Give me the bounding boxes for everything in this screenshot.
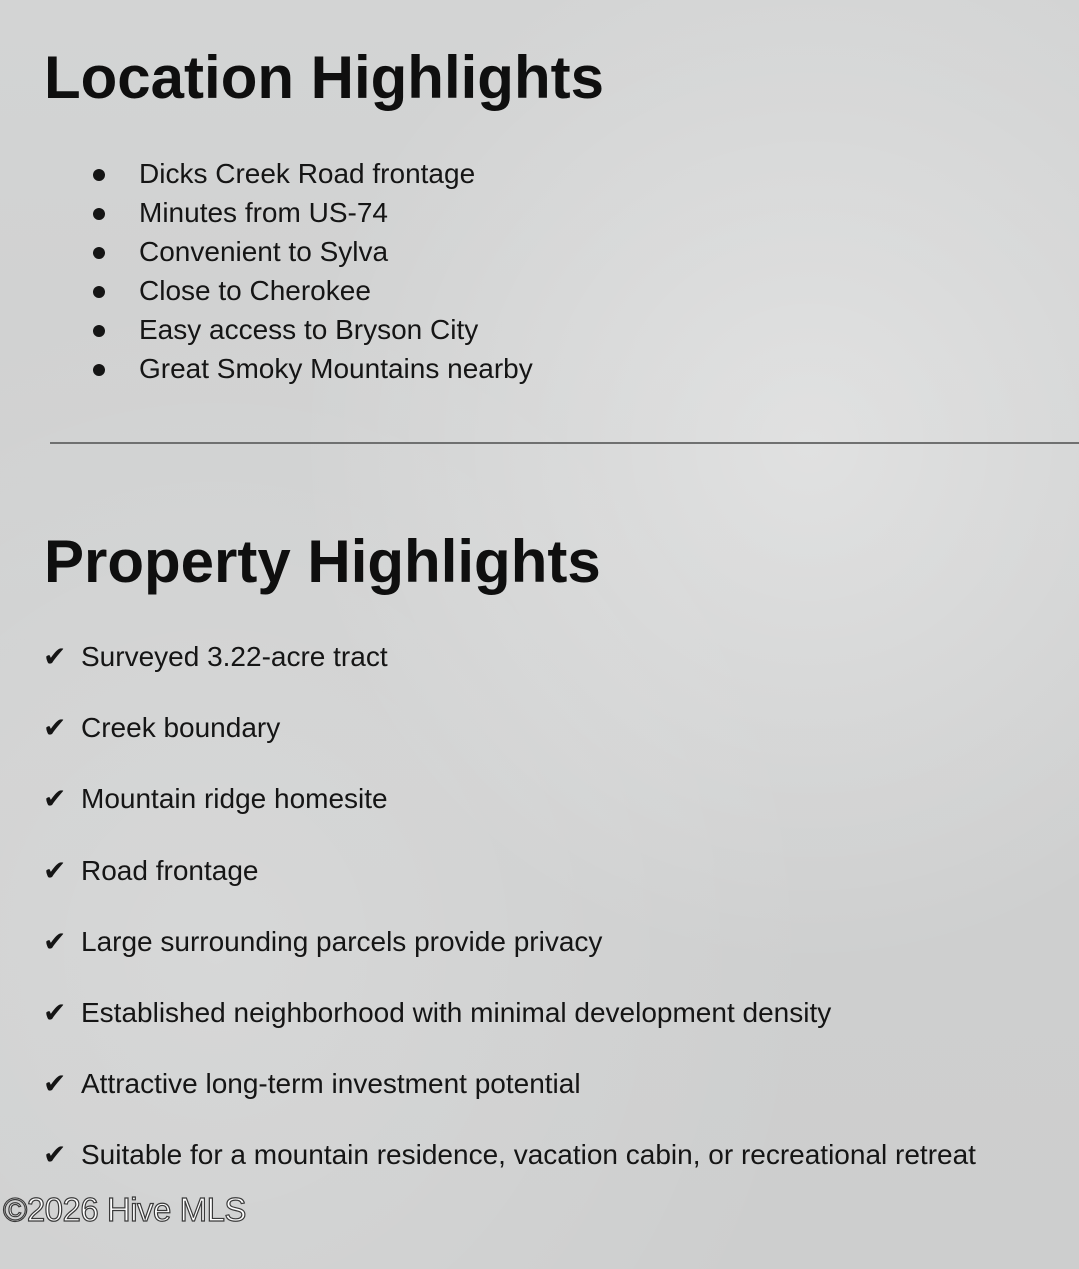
bullet-dot-icon — [93, 208, 105, 220]
checkmark-icon: ✔ — [43, 782, 67, 816]
checkmark-icon: ✔ — [43, 853, 67, 887]
location-item-text: Close to Cherokee — [139, 275, 371, 306]
location-item-text: Great Smoky Mountains nearby — [139, 353, 533, 384]
location-item-text: Minutes from US-74 — [139, 197, 388, 228]
property-item-text: Road frontage — [81, 854, 259, 886]
location-highlights-heading: Location Highlights — [44, 44, 604, 111]
location-item-text: Convenient to Sylva — [139, 236, 389, 267]
checkmark-icon: ✔ — [43, 1138, 67, 1172]
checkmark-icon: ✔ — [43, 995, 67, 1029]
checkmark-icon: ✔ — [43, 1067, 67, 1101]
property-item-text: Mountain ridge homesite — [81, 783, 388, 815]
property-item-text: Surveyed 3.22-acre tract — [81, 641, 388, 672]
section-divider — [50, 442, 1079, 444]
bullet-dot-icon — [93, 169, 105, 181]
bullet-dot-icon — [93, 364, 105, 376]
copyright-watermark: ©2026 Hive MLS — [3, 1191, 246, 1228]
checkmark-icon: ✔ — [43, 924, 67, 958]
property-item-text: Established neighborhood with minimal development density — [81, 996, 832, 1028]
bullet-dot-icon — [93, 286, 105, 298]
property-highlights-heading: Property Highlights — [44, 528, 601, 595]
checkmark-icon: ✔ — [43, 711, 67, 745]
property-item-text: Attractive long-term investment potential — [81, 1068, 581, 1100]
location-item-text: Easy access to Bryson City — [139, 314, 479, 345]
property-item-text: Large surrounding parcels provide privacy — [81, 925, 603, 957]
property-item-text: Suitable for a mountain residence, vacation cabin, or recreational retreat — [81, 1139, 976, 1171]
bullet-dot-icon — [93, 325, 105, 337]
checkmark-icon: ✔ — [43, 640, 67, 673]
bullet-dot-icon — [93, 247, 105, 259]
location-item-text: Dicks Creek Road frontage — [139, 158, 476, 189]
property-item-text: Creek boundary — [81, 712, 281, 744]
